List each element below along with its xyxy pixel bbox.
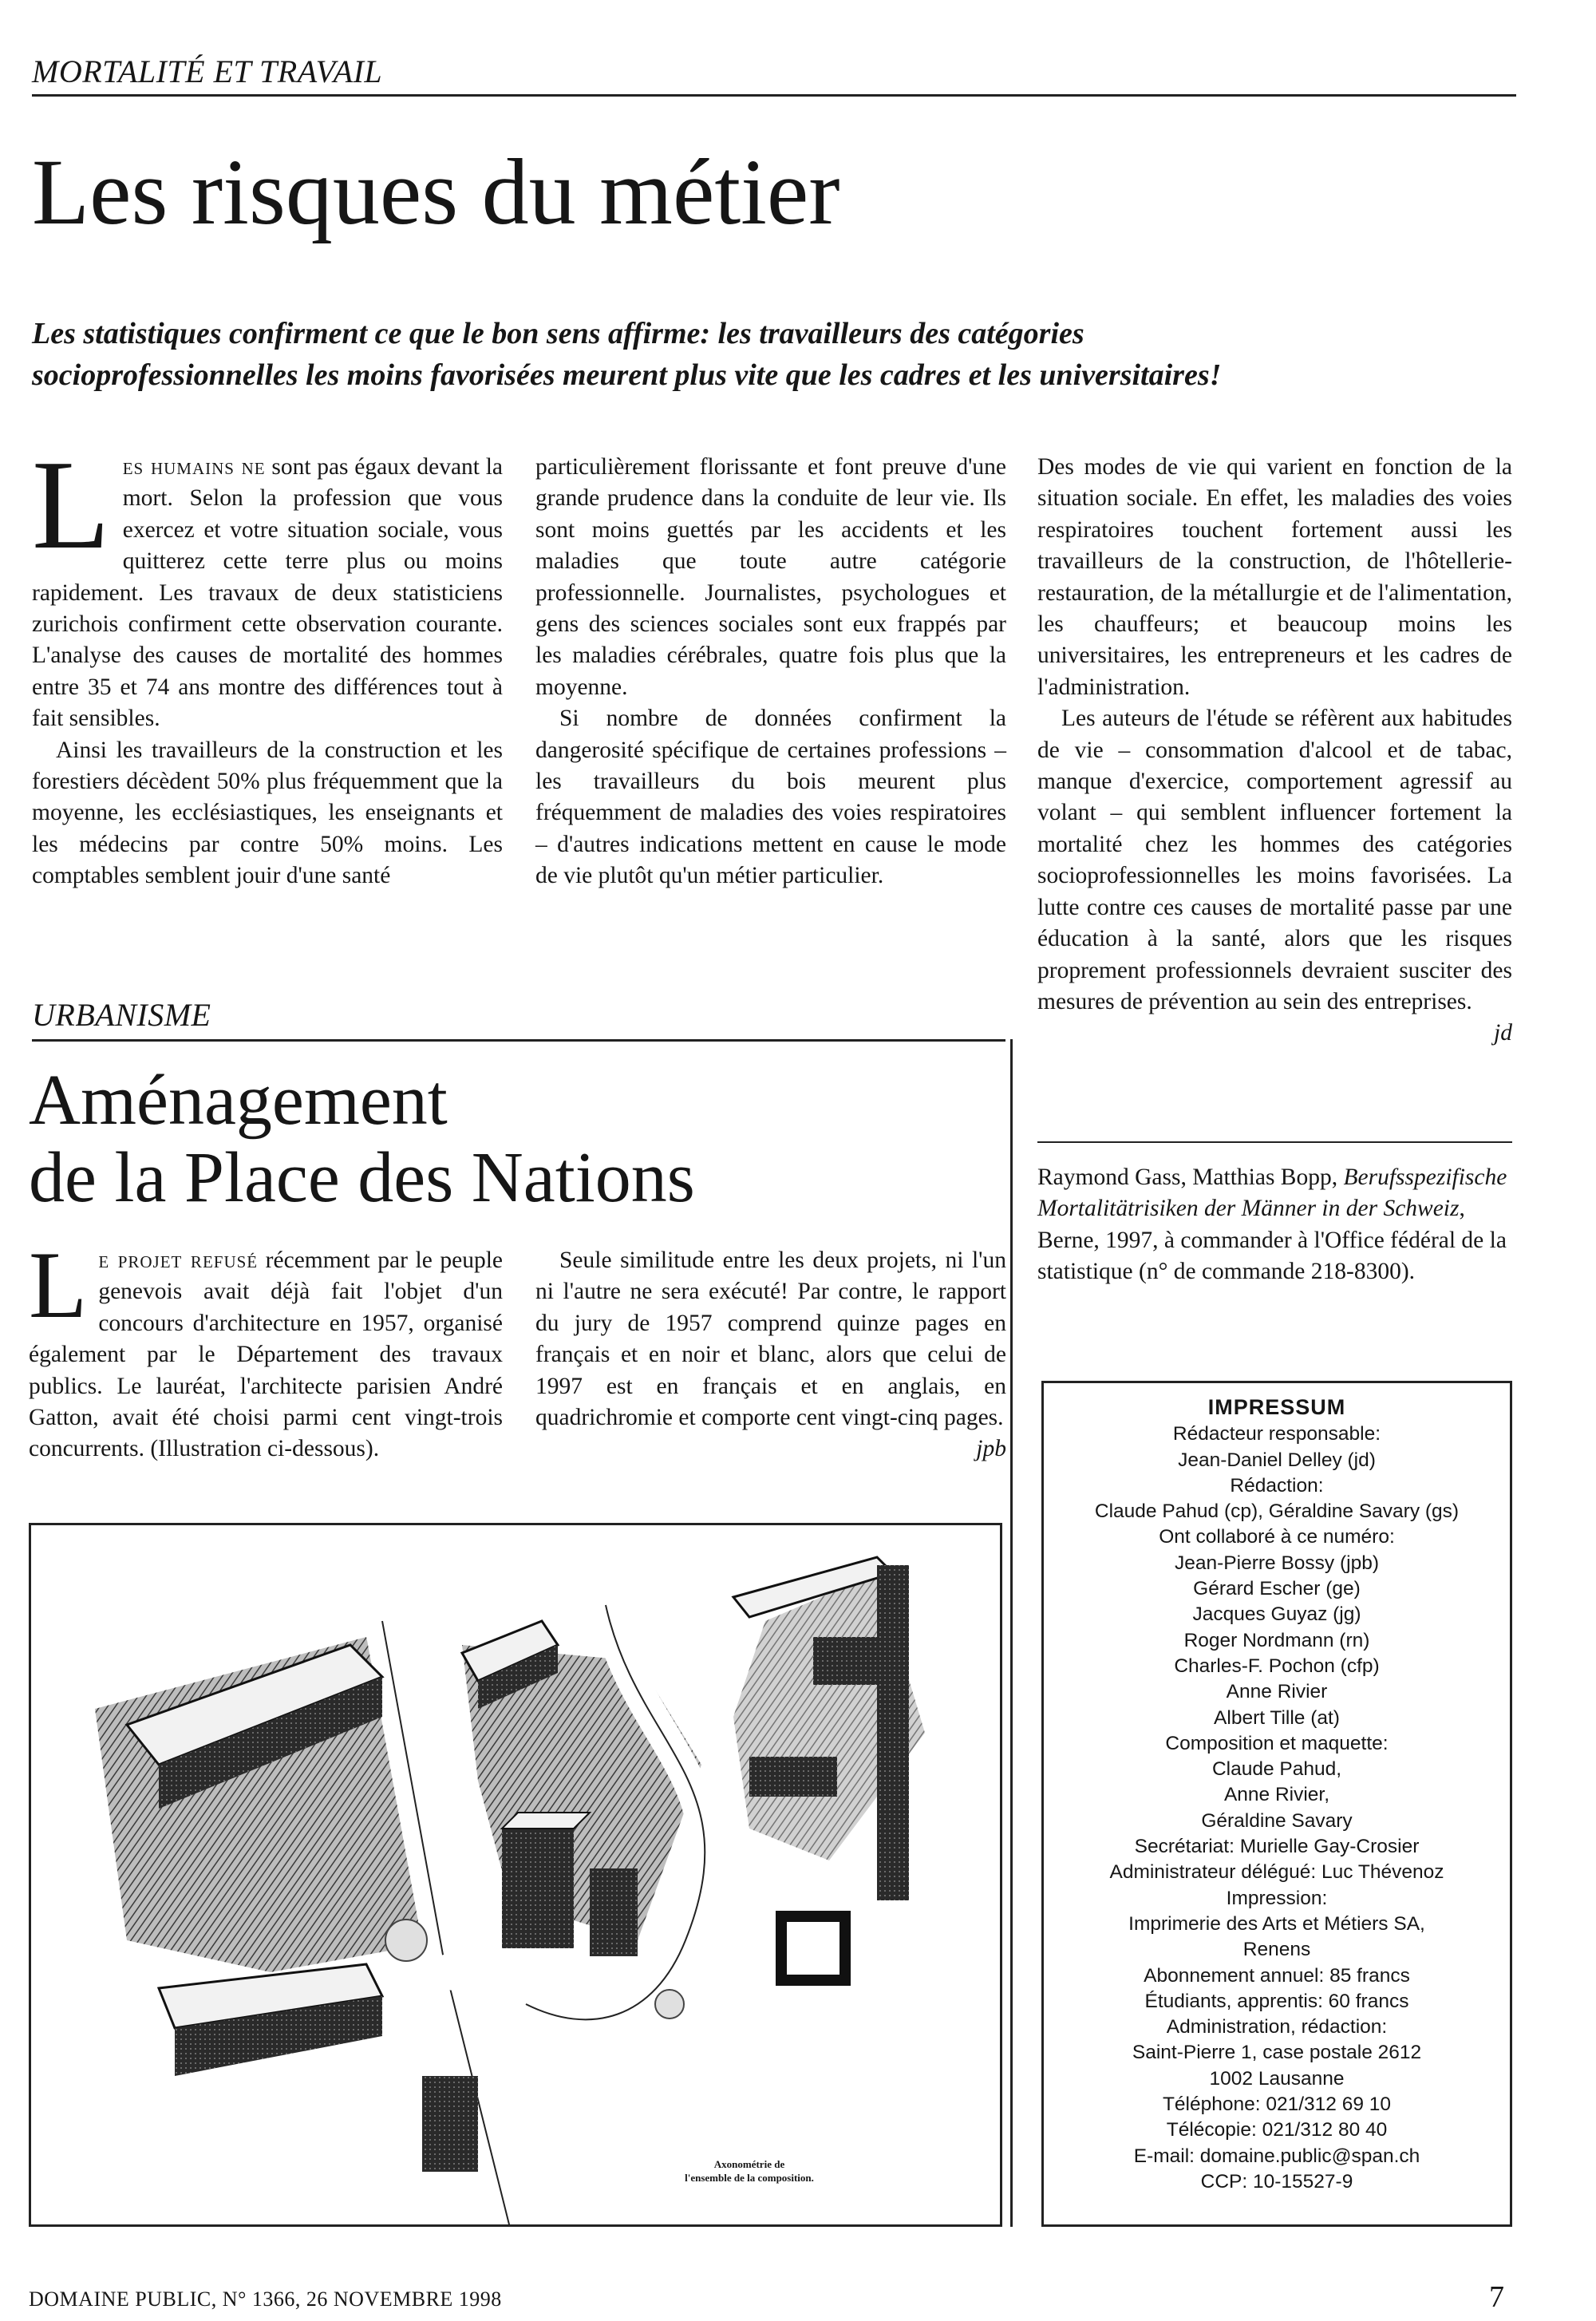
article1-text: Les auteurs de l'étude se réfèrent aux habitudes de vie – consommation d'alcool et de tabac, manque d'exercice, comportement agressif au volant – qui semblent influencer fortement la mortalité chez les hommes des catégories socioprofessionnelles les moins favorisées. La lutte contre ces causes de mortalité passe par une éducation à la santé, alors que les risques proprement professionnels devraient susciter des mesures de prévention au sein des entreprises. <box>1037 706 1512 1014</box>
impressum-line: Jean-Daniel Delley (jd) <box>1178 1449 1376 1471</box>
signature-jd: jd <box>1494 1020 1512 1046</box>
article1-paragraph: Des modes de vie qui varient en fonction de la situation sociale. En effet, les maladies des voies respiratoires touchent fortement aussi les travailleurs de la construction, de l'hôtellerie-restauration, de la métallurgie et de l'alimentation, les chauffeurs; et beaucoup moins les universitaires, les entrepreneurs et les cadres de l'administration. <box>1037 454 1512 700</box>
impressum-line: Téléphone: 021/312 69 10 <box>1162 2094 1392 2116</box>
article1-column-2 <box>535 452 1006 892</box>
impressum-line: Rédaction: <box>1230 1474 1324 1497</box>
impressum-line: Rédacteur responsable: <box>1172 1423 1381 1445</box>
column-3-separator <box>1037 1141 1512 1143</box>
caption-line-2: l'ensemble de la composition. <box>685 2172 814 2184</box>
caption-line-1: Axonométrie de <box>713 2158 785 2170</box>
building-block-bottom-left <box>159 1964 478 2172</box>
article1-paragraph <box>1037 703 1512 1049</box>
article1-paragraph <box>32 433 503 735</box>
impressum-box <box>1041 1381 1512 2227</box>
impressum-line: Ont collaboré à ce numéro: <box>1159 1526 1395 1548</box>
headline-line-1: Aménagement <box>29 1061 448 1140</box>
impressum-line: Gérard Escher (ge) <box>1193 1578 1361 1600</box>
impressum-line: Composition et maquette: <box>1165 1732 1389 1754</box>
article2-text: Seule similitude entre les deux projets, ni l'un ni l'autre ne sera exécuté! Par contre, le rapport du jury de 1957 comprend quinze pages en français et en noir et blanc, alors que celui de 1997 est en français et en anglais, en quadrichromie et comporte cent vingt-cinq pages. <box>535 1247 1006 1431</box>
reference-authors: Raymond Gass, Matthias Bopp, <box>1037 1164 1344 1190</box>
section2-vertical-rule <box>1010 1039 1013 2227</box>
lead-paragraph: Les statistiques confirment ce que le bon sens affirme: les travailleurs des catégories socioprofessionnelles les moins favorisées meurent plus vite que les cadres et les universitaires! <box>32 317 1222 392</box>
impressum-line: Charles-F. Pochon (cfp) <box>1174 1655 1380 1677</box>
impressum-line: Abonnement annuel: 85 francs <box>1144 1964 1410 1987</box>
impressum-title: IMPRESSUM <box>1207 1395 1346 1419</box>
impressum-line: Étudiants, apprentis: 60 francs <box>1144 1990 1409 2012</box>
reference-title: Berufsspezifische Mortalitätrisiken der Männer in der Schweiz <box>1037 1164 1507 1222</box>
building-square-right <box>781 1916 845 1980</box>
article1-paragraph: Si nombre de données confirment la dangerosité spécifique de certaines professions – les travailleurs du bois meurent plus fréquemment de maladies des voies respiratoires – d'autres indications mettent en cause le mode de vie plutôt qu'un métier particulier. <box>535 706 1006 889</box>
footer-publication: DOMAINE PUBLIC, N° 1366, 26 NOVEMBRE 1998 <box>29 2287 502 2311</box>
impressum-line: Anne Rivier, <box>1223 1784 1330 1806</box>
impressum-line: Imprimerie des Arts et Métiers SA, <box>1128 1912 1425 1935</box>
urbanisme-rule <box>32 1039 1005 1042</box>
city-plan-drawing <box>31 1525 1002 2227</box>
dropcap: L <box>32 433 110 575</box>
headline-line-2: de la Place des Nations <box>29 1138 695 1218</box>
impressum-line: E-mail: domaine.public@span.ch <box>1133 2145 1420 2167</box>
headline-risques: Les risques du métier <box>32 140 840 244</box>
impressum-line: Administration, rédaction: <box>1166 2016 1388 2038</box>
article2-text: récemment par le peuple genevois avait déjà fait l'objet d'un concours d'architecture en 1957, organisé également par le Département des travaux publics. Le lauréat, l'architecte parisien André Gatton, avait été choisi parmi cent vingt-trois concurrents. (Illustration ci-dessous). <box>29 1247 503 1462</box>
impressum-line: Anne Rivier <box>1226 1681 1328 1703</box>
signature-jpb: jpb <box>976 1436 1006 1462</box>
impressum-line: Claude Pahud, <box>1211 1758 1342 1781</box>
impressum-line: Administrateur délégué: Luc Thévenoz <box>1109 1861 1444 1884</box>
reference-note <box>1037 1162 1512 1288</box>
illustration-caption <box>646 2157 853 2185</box>
impressum-line: 1002 Lausanne <box>1209 2067 1345 2090</box>
article2-paragraph <box>29 1232 503 1465</box>
impressum-line: Albert Tille (at) <box>1214 1706 1340 1729</box>
impressum-line: Saint-Pierre 1, case postale 2612 <box>1132 2042 1422 2064</box>
axonometric-illustration <box>29 1523 1002 2227</box>
impressum-line: Jean-Pierre Bossy (jpb) <box>1175 1552 1379 1574</box>
dropcap: L <box>29 1232 88 1338</box>
article1-text: sont pas égaux devant la mort. Selon la profession que vous exercez et votre situation sociale, vous quitterez cette terre plus ou moins rapidement. Les travaux de deux statisticiens zurichois confirment cette observation courante. L'analyse des causes de mortalité des hommes entre 35 et 74 ans montre des différences tout à fait sensibles. <box>32 454 503 732</box>
section-label-urbanisme: URBANISME <box>32 997 211 1033</box>
impressum-line: Renens <box>1242 1939 1311 1961</box>
page-number: 7 <box>1489 2280 1504 2314</box>
top-rule <box>32 94 1516 97</box>
impressum-line: Télécopie: 021/312 80 40 <box>1166 2119 1388 2141</box>
impressum-line: Géraldine Savary <box>1201 1809 1353 1832</box>
impressum-line: Jacques Guyaz (jg) <box>1192 1603 1361 1626</box>
article2-paragraph <box>535 1245 1006 1465</box>
opening-small-caps: e projet refusé <box>98 1247 259 1273</box>
impressum-lines <box>1044 1421 1510 2195</box>
article1-paragraph: particulièrement florissante et font preuve d'une grande prudence dans la conduite de leur vie. Ils sont moins guettés par les accidents et les maladies que toute autre catégorie professionnelle. Journalistes, psychologues et gens des sciences sociales sont eux frappés par les maladies cérébrales, quatre fois plus que la moyenne. <box>535 454 1006 700</box>
article1-paragraph: Ainsi les travailleurs de la construction et les forestiers décèdent 50% plus fréquemment que la moyenne, les ecclésiastiques, les enseignants et les médecins par contre 50% moins. Les comptables semblent jouir d'une santé <box>32 737 503 889</box>
impressum-line: CCP: 10-15527-9 <box>1200 2170 1353 2192</box>
article1-column-3 <box>1037 452 1512 1050</box>
reference-details: , Berne, 1997, à commander à l'Office fédéral de la statistique (n° de commande 218-8300). <box>1037 1196 1507 1285</box>
section-label-mortalite: MORTALITÉ ET TRAVAIL <box>32 53 383 89</box>
impressum-line: Roger Nordmann (rn) <box>1183 1629 1370 1651</box>
article1-column-1 <box>32 433 503 892</box>
impressum-line: Secrétariat: Murielle Gay-Crosier <box>1134 1836 1420 1858</box>
headline-amenagement <box>29 1062 695 1216</box>
impressum-line: Impression: <box>1226 1887 1328 1909</box>
impressum-line: Claude Pahud (cp), Géraldine Savary (gs) <box>1094 1501 1460 1523</box>
opening-small-caps: es humains ne <box>122 454 266 480</box>
article2-column-2 <box>535 1245 1006 1465</box>
article2-column-1 <box>29 1232 503 1465</box>
